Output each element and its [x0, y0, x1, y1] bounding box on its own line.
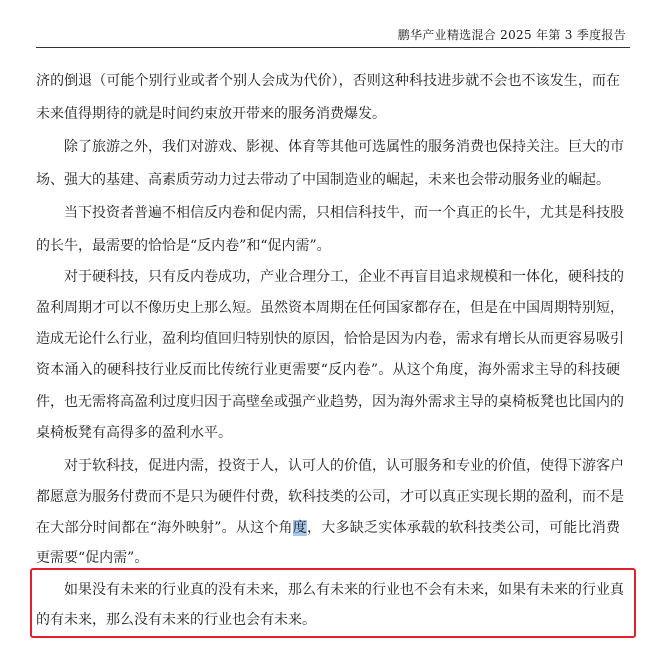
text-line: 对于软科技，促进内需，投资于人，认可人的价值，认可服务和专业的价值，使得下游客户 [64, 458, 624, 474]
text-line: 更需要“促内需”。 [36, 550, 149, 566]
text-line: 场、强大的基建、高素质劳动力过去带动了中国制造业的崛起，未来也会带动服务业的崛起。 [36, 172, 610, 188]
text-line: 的有未来，那么没有未来的行业也会有未来。 [36, 612, 316, 628]
text-line: 资本涌入的硬科技行业反而比传统行业更需要“反内卷”。从这个角度，海外需求主导的科技硬 [36, 362, 620, 378]
text-line: 济的倒退（可能个别行业或者个别人会成为代价），否则这种科技进步就不会也不该发生，而在 [36, 73, 620, 89]
text-line: 都愿意为服务付费而不是只为硬件付费，软科技类的公司，才可以真正实现长期的盈利，而不是 [36, 489, 624, 505]
text-line: 盈利周期才可以不像历史上那么短。虽然资本周期在任何国家都存在，但是在中国周期特别短， [36, 300, 624, 316]
text-line: 当下投资者普遍不相信反内卷和促内需，只相信科技牛，而一个真正的长牛，尤其是科技股 [64, 205, 624, 221]
text-line: 除了旅游之外，我们对游戏、影视、体育等其他可选属性的服务消费也保持关注。巨大的市 [64, 139, 624, 155]
text-selection[interactable]: 度 [292, 520, 308, 536]
header-divider [36, 47, 630, 48]
text-line: 桌椅板凳有高得多的盈利水平。 [36, 425, 232, 441]
text-line: 对于硬科技，只有反内卷成功，产业合理分工，企业不再盲目追求规模和一体化，硬科技的 [64, 269, 624, 285]
text-line: 如果没有未来的行业真的没有未来，那么有未来的行业也不会有未来，如果有未来的行业真 [64, 582, 624, 598]
text-line-with-selection[interactable] [36, 519, 620, 537]
text-segment: 在大部分时间都在“海外映射”。从这个角 [36, 520, 293, 536]
text-line: 的长牛，最需要的恰恰是“反内卷”和“促内需”。 [36, 238, 331, 254]
text-line: 造成无论什么行业，盈利均值回归特别快的原因，恰恰是因为内卷，需求有增长从而更容易吸引 [36, 331, 624, 347]
text-segment: ，大多缺乏实体承载的软科技类公司，可能比消费 [307, 520, 620, 536]
text-line: 未来值得期待的就是时间约束放开带来的服务消费爆发。 [36, 106, 386, 122]
report-title: 鹏华产业精选混合 2025 年第 3 季度报告 [397, 28, 626, 42]
text-line: 件，也无需将高盈利过度归因于高壁垒或强产业趋势，因为海外需求主导的桌椅板凳也比国内的 [36, 394, 624, 410]
